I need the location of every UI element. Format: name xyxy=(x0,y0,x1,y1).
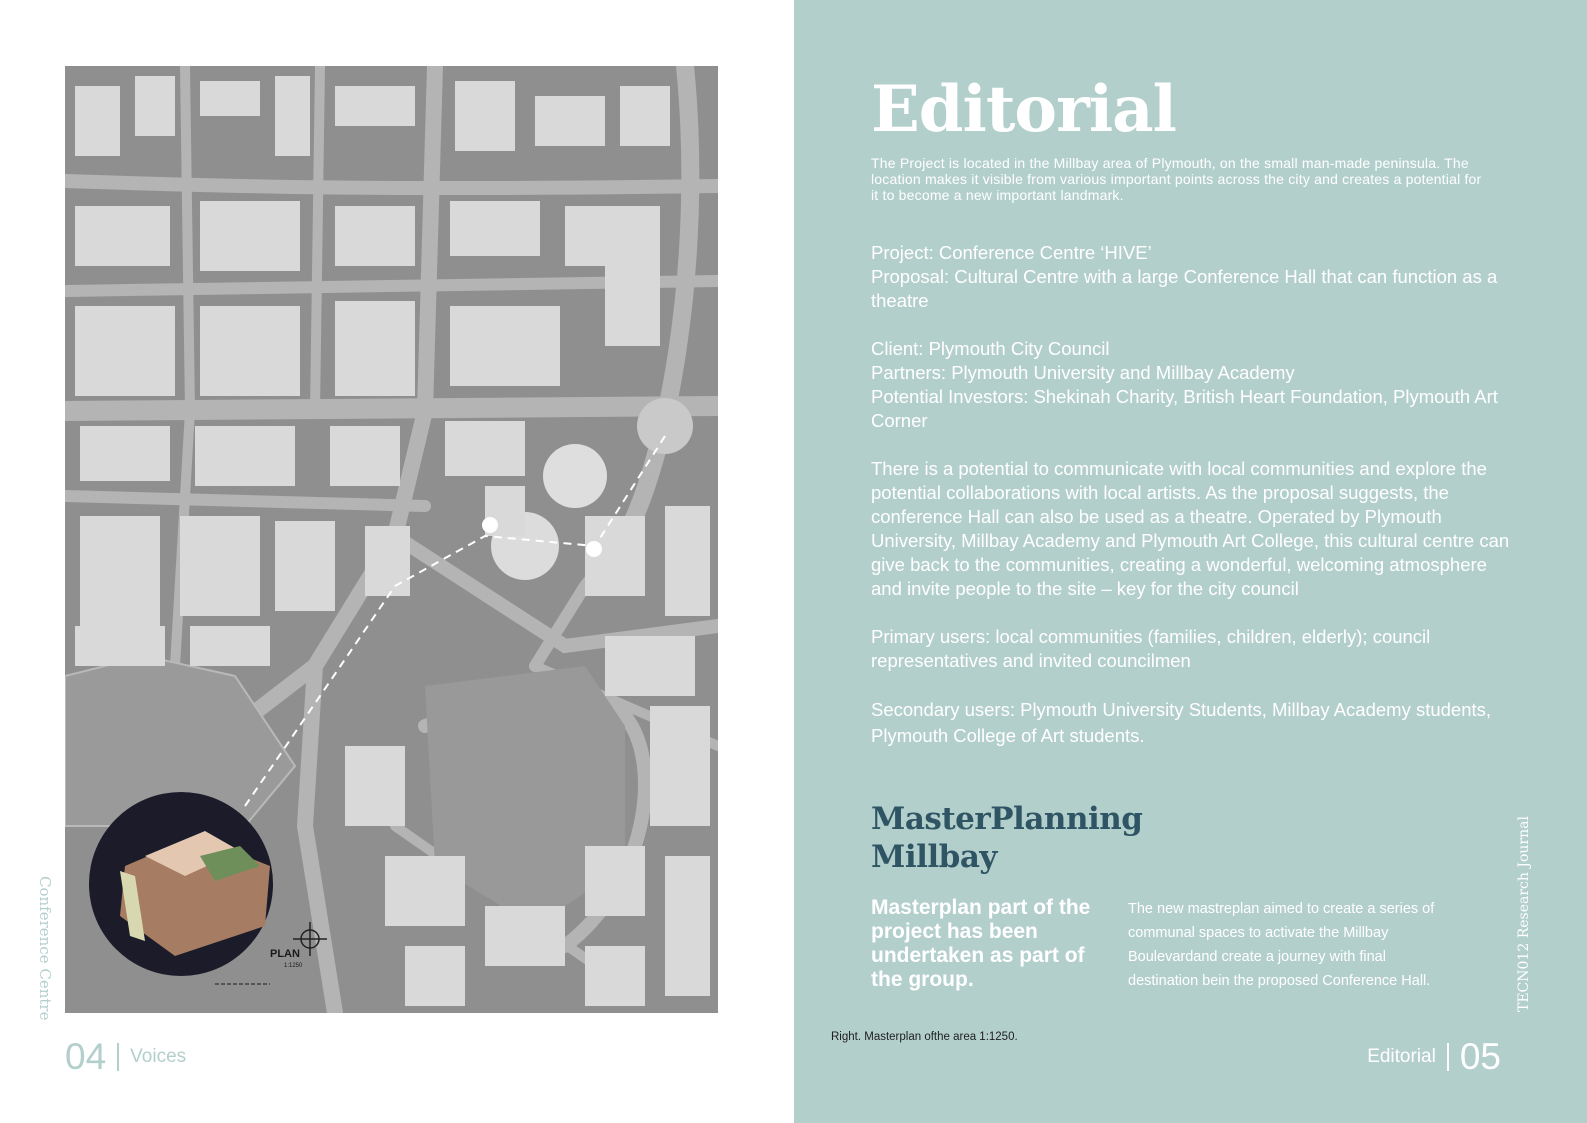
side-label-left-text: Conference Centre xyxy=(36,876,54,1021)
page-title: Editorial xyxy=(871,72,1176,147)
project-details xyxy=(871,241,1516,749)
project-line: Project: Conference Centre ‘HIVE’ xyxy=(871,242,1152,263)
client-line: Client: Plymouth City Council xyxy=(871,338,1110,359)
primary-users-paragraph: Primary users: local communities (families, children, elderly); council representatives and invited councilmen xyxy=(871,626,1431,671)
proposal-line: Proposal: Cultural Centre with a large Conference Hall that can function as a theatre xyxy=(871,266,1498,311)
masterplan-map xyxy=(65,66,718,1013)
intro-text: The Project is located in the Millbay area of Plymouth, on the small man-made peninsula. The location makes it visible from various important points across the city and creates a potential for it to become a new important landmark. xyxy=(871,155,1482,203)
subheading-lead: Masterplan part of the project has been undertaken as part of the group. xyxy=(871,896,1091,991)
right-page xyxy=(794,0,1587,1123)
side-label-left xyxy=(36,876,56,1021)
section-label-right: Editorial xyxy=(1367,1045,1436,1067)
side-label-right xyxy=(1516,816,1536,1012)
secondary-users-paragraph: Secondary users: Plymouth University Students, Millbay Academy students, Plymouth College of Art students. xyxy=(871,699,1492,746)
section-label-left: Voices xyxy=(130,1045,187,1067)
footer-left xyxy=(65,1038,186,1075)
side-label-right-text: TECN012 Research Journal xyxy=(1516,816,1532,1012)
footer-divider-left xyxy=(117,1043,119,1071)
page-number-left: 04 xyxy=(65,1036,107,1077)
map-drawing xyxy=(65,66,718,1013)
page-number-right: 05 xyxy=(1459,1036,1501,1077)
plan-label: PLAN xyxy=(270,948,300,960)
footer-divider-right xyxy=(1447,1043,1449,1071)
plan-scale-label: 1:1250 xyxy=(284,963,303,969)
subheading-text: The new mastreplan aimed to create a series of communal spaces to activate the Millbay Boulevardand create a journey with final destination bein the proposed Conference Hall. xyxy=(1128,901,1435,989)
partners-line: Partners: Plymouth University and Millbay Academy xyxy=(871,362,1295,383)
figure-caption: Right. Masterplan ofthe area 1:1250. xyxy=(831,1031,1018,1043)
footer-right xyxy=(1367,1038,1501,1075)
potential-paragraph: There is a potential to communicate with local communities and explore the potential collaborations with local artists. As the proposal suggests, the conference Hall can also be used as a theatre. Operated by Plymouth University, Millbay Academy and Plymouth Art College, this cultural centre can give back to the communities, creating a wonderful, welcoming atmosphere and invite people to the site – key for the city council xyxy=(871,458,1510,599)
subheading: MasterPlanning Millbay xyxy=(871,801,1143,875)
investors-line: Potential Investors: Shekinah Charity, British Heart Foundation, Plymouth Art Corner xyxy=(871,386,1498,431)
